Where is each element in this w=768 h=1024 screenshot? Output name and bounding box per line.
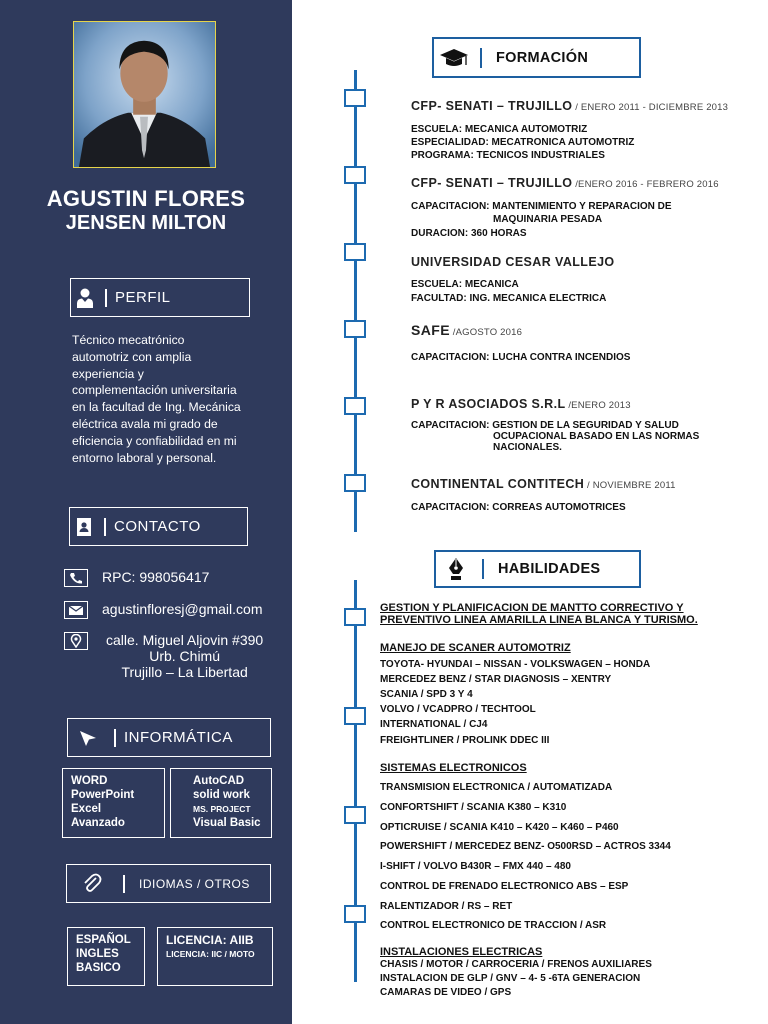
section-informatica-label: INFORMÁTICA bbox=[124, 729, 233, 746]
timeline-marker bbox=[344, 243, 366, 261]
timeline-marker bbox=[344, 89, 366, 107]
formacion-entry-title: SAFE /AGOSTO 2016 bbox=[411, 322, 523, 338]
section-contacto-label: CONTACTO bbox=[114, 518, 201, 535]
skill-item: TRANSMISION ELECTRONICA / AUTOMATIZADA bbox=[380, 782, 613, 793]
phone-icon bbox=[64, 569, 88, 587]
skill-item: RALENTIZADOR / RS – RET bbox=[380, 901, 513, 912]
cursor-arrow-icon bbox=[68, 729, 108, 747]
formacion-entry-title: CFP- SENATI – TRUJILLO /ENERO 2016 - FEBRERO 2016 bbox=[411, 176, 719, 190]
section-idiomas-label: IDIOMAS / OTROS bbox=[139, 876, 250, 891]
skill-item: VOLVO / VCADPRO / TECHTOOL bbox=[380, 704, 536, 715]
perfil-text: Técnico mecatrónico automotriz con amplia experiencia y complementación universitaria en la facultad de Ing. Mecánica eléctrica avala mi grado de eficiencia y confiabilidad en mi entorno laboral y personal. bbox=[72, 333, 241, 465]
section-habilidades-label: HABILIDADES bbox=[498, 561, 601, 577]
section-formacion-label: FORMACIÓN bbox=[496, 49, 589, 66]
timeline-marker bbox=[344, 397, 366, 415]
skill-item: INSTALACION DE GLP / GNV – 4- 5 -6TA GENERACION bbox=[380, 973, 641, 984]
address-text: calle. Miguel Aljovin #390 Urb. Chimú Trujillo – La Libertad bbox=[106, 632, 264, 680]
skill-heading: GESTION Y PLANIFICACION DE MANTTO CORRECTIVO Y bbox=[380, 602, 684, 614]
skill-heading: PREVENTIVO LINEA AMARILLA LINEA BLANCA Y TURISMO. bbox=[380, 614, 698, 626]
email-link[interactable]: agustinfloresj@gmail.com bbox=[102, 601, 263, 617]
skill-item: INTERNATIONAL / CJ4 bbox=[380, 719, 488, 730]
formacion-entry-title: CFP- SENATI – TRUJILLO / ENERO 2011 - DICIEMBRE 2013 bbox=[411, 99, 729, 113]
section-perfil-label: PERFIL bbox=[115, 289, 171, 306]
timeline-marker bbox=[344, 166, 366, 184]
languages-box: ESPAÑOL INGLES BASICO bbox=[67, 927, 145, 986]
contact-card-icon bbox=[70, 517, 98, 537]
skill-item: CONFORTSHIFT / SCANIA K380 – K310 bbox=[380, 802, 567, 813]
skill-heading: MANEJO DE SCANER AUTOMOTRIZ bbox=[380, 642, 571, 654]
formacion-entry-line: CAPACITACION: LUCHA CONTRA INCENDIOS bbox=[411, 352, 631, 363]
license-box: LICENCIA: AIIB LICENCIA: IIC / MOTO bbox=[157, 927, 273, 986]
name-line-1: AGUSTIN FLORES bbox=[46, 186, 246, 211]
formacion-entry-line: CAPACITACION: CORREAS AUTOMOTRICES bbox=[411, 502, 626, 513]
section-contacto bbox=[69, 507, 248, 546]
formacion-entry-line: FACULTAD: ING. MECANICA ELECTRICA bbox=[411, 293, 607, 304]
section-habilidades bbox=[434, 550, 641, 588]
software-box-office: WORD PowerPoint Excel Avanzado bbox=[62, 768, 165, 838]
formacion-entry-line: PROGRAMA: TECNICOS INDUSTRIALES bbox=[411, 150, 605, 161]
skill-heading: SISTEMAS ELECTRONICOS bbox=[380, 762, 527, 774]
formacion-entry-line: ESPECIALIDAD: MECATRONICA AUTOMOTRIZ bbox=[411, 137, 635, 148]
section-informatica bbox=[67, 718, 271, 757]
timeline-marker bbox=[344, 806, 366, 824]
skill-item: I-SHIFT / VOLVO B430R – FMX 440 – 480 bbox=[380, 861, 571, 872]
timeline-marker bbox=[344, 707, 366, 725]
graduation-cap-icon bbox=[434, 47, 474, 69]
formacion-entry-line: CAPACITACION: GESTION DE LA SEGURIDAD Y SALUD bbox=[411, 420, 679, 431]
skill-item: OPTICRUISE / SCANIA K410 – K420 – K460 – P460 bbox=[380, 822, 619, 833]
formacion-entry-title: P Y R ASOCIADOS S.R.L /ENERO 2013 bbox=[411, 397, 631, 411]
timeline-marker bbox=[344, 905, 366, 923]
software-box-engineering: AutoCAD solid work MS. PROJECT Visual Basic bbox=[170, 768, 272, 838]
contact-email bbox=[64, 601, 263, 619]
formacion-entry-title: UNIVERSIDAD CESAR VALLEJO bbox=[411, 255, 615, 269]
formacion-entry-line: OCUPACIONAL BASADO EN LAS NORMAS bbox=[493, 431, 700, 442]
section-perfil bbox=[70, 278, 250, 317]
profile-photo bbox=[73, 21, 216, 168]
sidebar bbox=[0, 0, 292, 1024]
paperclip-icon bbox=[67, 873, 117, 895]
contact-address bbox=[64, 632, 263, 680]
skill-item: CAMARAS DE VIDEO / GPS bbox=[380, 987, 512, 998]
skill-item: CONTROL DE FRENADO ELECTRONICO ABS – ESP bbox=[380, 881, 629, 892]
skill-item: CONTROL ELECTRONICO DE TRACCION / ASR bbox=[380, 920, 607, 931]
skill-item: MERCEDEZ BENZ / STAR DIAGNOSIS – XENTRY bbox=[380, 674, 612, 685]
formacion-entry-line: ESCUELA: MECANICA bbox=[411, 279, 519, 290]
timeline-marker bbox=[344, 608, 366, 626]
timeline-marker bbox=[344, 474, 366, 492]
formacion-entry-line: MAQUINARIA PESADA bbox=[493, 214, 603, 225]
formacion-entry-line: DURACION: 360 HORAS bbox=[411, 228, 527, 239]
name-line-2: JENSEN MILTON bbox=[65, 212, 227, 234]
pen-nib-icon bbox=[436, 557, 476, 581]
location-pin-icon bbox=[64, 632, 88, 650]
formacion-entry-line: NACIONALES. bbox=[493, 442, 562, 453]
formacion-entry-title: CONTINENTAL CONTITECH / NOVIEMBRE 2011 bbox=[411, 477, 676, 491]
skill-item: CHASIS / MOTOR / CARROCERIA / FRENOS AUXILIARES bbox=[380, 959, 652, 970]
mail-icon bbox=[64, 601, 88, 619]
section-formacion bbox=[432, 37, 641, 78]
skill-item: FREIGHTLINER / PROLINK DDEC III bbox=[380, 735, 550, 746]
phone-text: RPC: 998056417 bbox=[102, 569, 210, 585]
skill-item: POWERSHIFT / MERCEDEZ BENZ- O500RSD – ACTROS 3344 bbox=[380, 841, 671, 852]
timeline-marker bbox=[344, 320, 366, 338]
skill-item: SCANIA / SPD 3 Y 4 bbox=[380, 689, 473, 700]
formacion-entry-line: ESCUELA: MECANICA AUTOMOTRIZ bbox=[411, 124, 588, 135]
formacion-timeline bbox=[354, 70, 357, 532]
formacion-entry-line: CAPACITACION: MANTENIMIENTO Y REPARACION DE bbox=[411, 201, 672, 212]
section-idiomas bbox=[66, 864, 271, 903]
skill-heading: INSTALACIONES ELECTRICAS bbox=[380, 946, 543, 958]
user-icon bbox=[71, 288, 99, 308]
contact-phone bbox=[64, 569, 209, 587]
skill-item: TOYOTA- HYUNDAI – NISSAN - VOLKSWAGEN – HONDA bbox=[380, 659, 651, 670]
